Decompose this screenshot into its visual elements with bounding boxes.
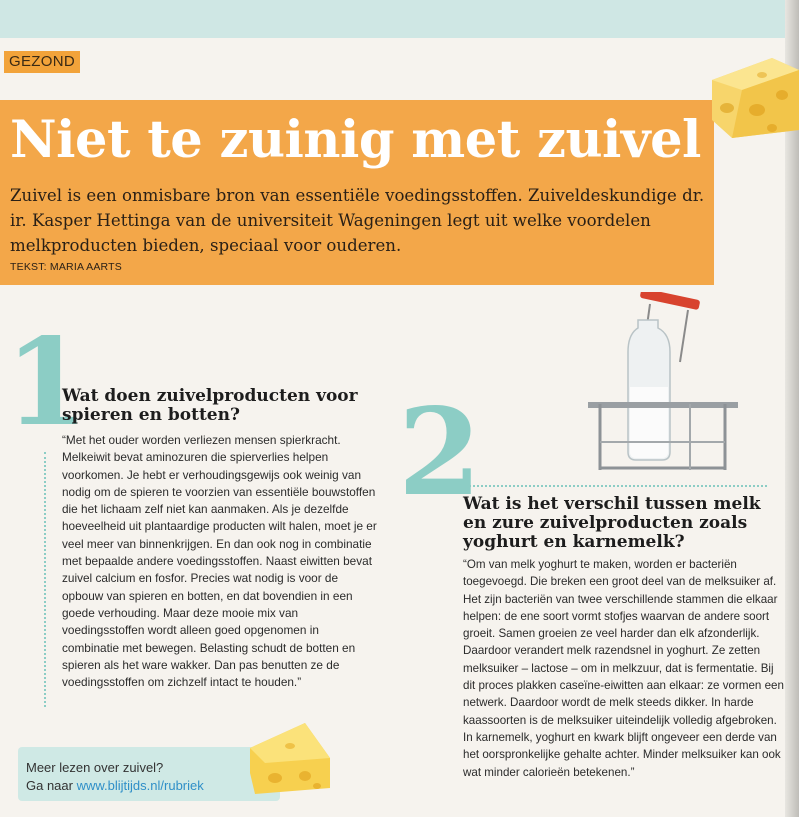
section-tag: GEZOND <box>4 51 80 73</box>
cheese-wedge-icon <box>245 718 335 798</box>
article-title: Niet te zuinig met zuivel <box>10 110 701 170</box>
question-number-2: 2 <box>398 382 482 523</box>
read-more-text: Meer lezen over zuivel? <box>26 760 164 775</box>
dotted-divider-vertical <box>44 452 46 707</box>
cheese-wedge-icon <box>702 50 799 140</box>
read-more-link[interactable]: www.blijtijds.nl/rubriek <box>76 778 204 793</box>
question-1-title: Wat doen zuivelproducten voor spieren en botten? <box>62 386 358 425</box>
question-number-1: 1 <box>5 312 89 453</box>
question-2-title: Wat is het verschil tussen melk en zure zuivelproducten zoals yoghurt en karnemelk? <box>463 494 761 552</box>
milk-bottle-in-crate-icon <box>580 292 745 472</box>
dotted-divider-horizontal <box>462 485 767 487</box>
question-2-body: “Om van melk yoghurt te maken, worden er bacteriën toegevoegd. Die breken een groot deel van de melksuiker af. Het zijn bacteriën van twee verschillende stammen die elkaar helpen: de ene soort vormt stofjes waarvan de andere soort groeit. Samen groeien ze veel harder dan elk afzonderlijk. Daardoor verandert melk razendsnel in yoghurt. Ze zetten melksuiker – lactose – om in melkzuur, dat is fermentatie. Bij dit proces plakken caseïne-eiwitten aan elkaar: ze vormen een netwerk. Daardoor wordt de melk steeds dikker. In harde kaassoorten is de melksuiker uiteindelijk volledig afgebroken. In karnemelk, yoghurt en kwark blijft ongeveer een derde van het oorspronkelijke gehalte achter. Minder melksuiker kan ook wat minder calorieën betekenen.” <box>463 558 784 779</box>
read-more-link-line <box>26 778 204 793</box>
page-top-strip <box>0 0 799 38</box>
read-more-prefix: Ga naar <box>26 778 77 793</box>
article-lead: Zuivel is een onmisbare bron van essentiële voedingsstoffen. Zuiveldeskundige dr. ir. Kasper Hettinga van de universiteit Wageningen legt uit welke voordelen melkproducten bieden, speciaal voor ouderen. <box>10 186 705 255</box>
article-byline: TEKST: MARIA AARTS <box>10 261 122 273</box>
question-1-body: “Met het ouder worden verliezen mensen spierkracht. Melkeiwit bevat aminozuren die spierverlies helpen voorkomen. Je hebt er verhoudingsgewijs ook weinig van nodig om de spieren te voorzien van essentiële bouwstoffen die het lichaam zelf niet kan aanmaken. Als je dezelfde hoeveelheid uit plantaardige producten wilt halen, moet je er veel meer van binnenkrijgen. En dan ook nog in combinatie met bepaalde andere voedingsstoffen. Naast eiwitten bevat zuivel calcium en fosfor. Precies wat nodig is voor de opbouw van spieren en botten, en dat bovendien in een goede verhouding. Maar deze mooie mix van voedingsstoffen wordt alleen goed opgenomen in combinatie met bewegen. Belasting schudt de botten en spieren als het ware wakker. Dan pas benutten ze de voedingsstoffen om zichzelf intact te houden.” <box>62 433 377 690</box>
